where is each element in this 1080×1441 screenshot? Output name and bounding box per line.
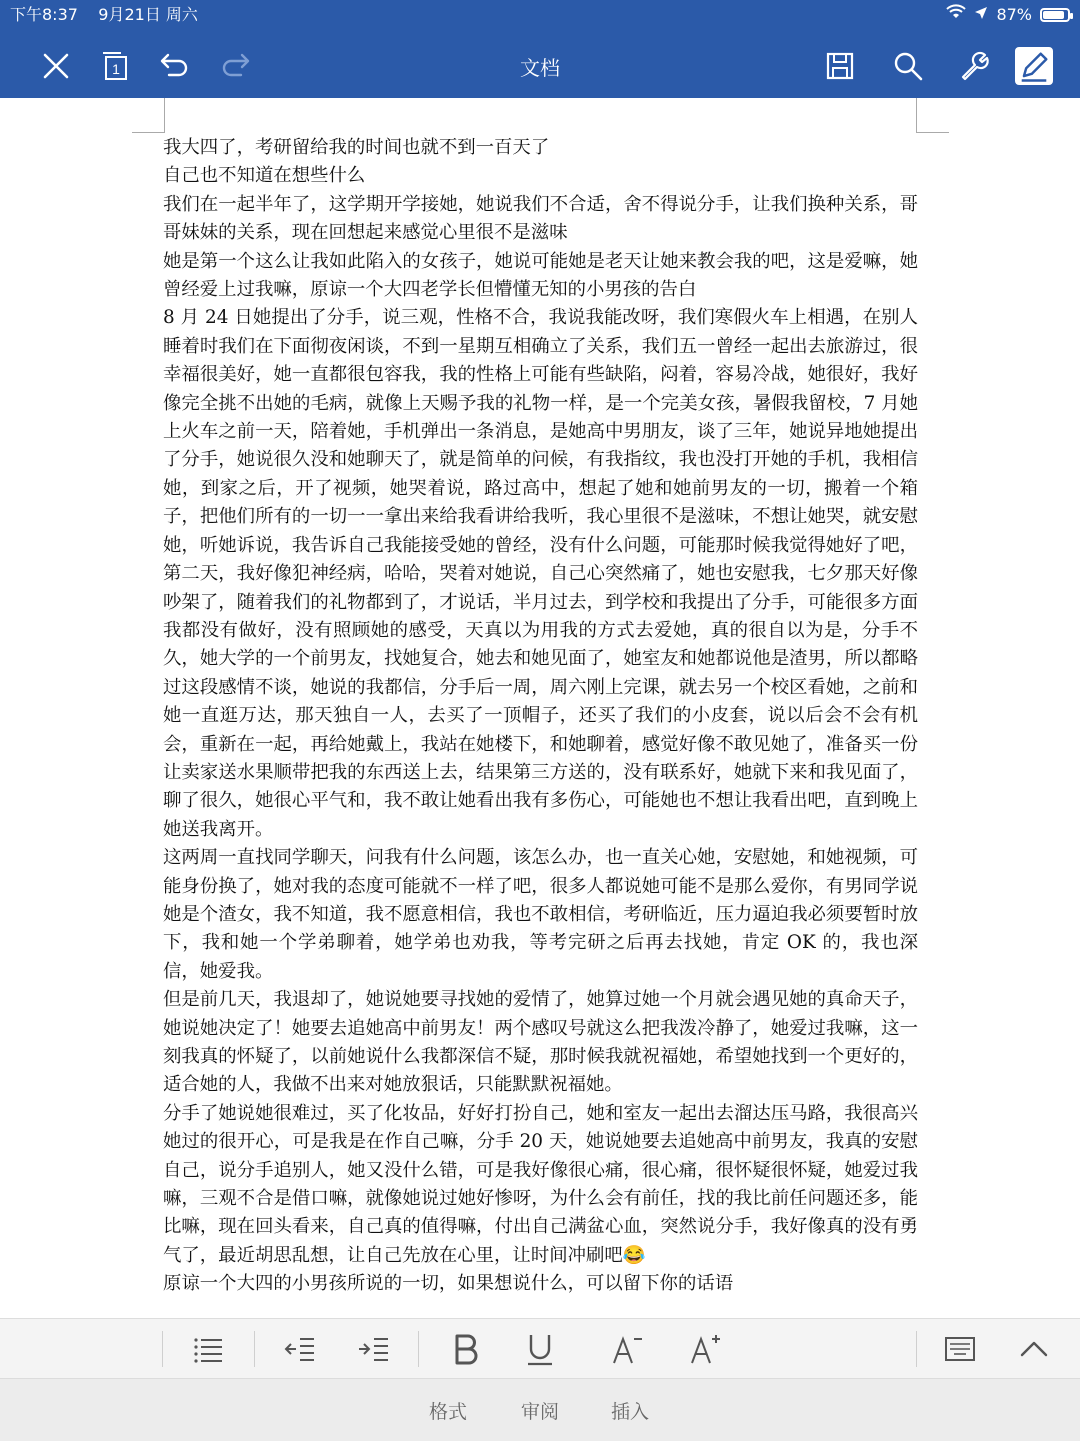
document-title: 文档 — [520, 56, 560, 80]
paragraph-9[interactable]: 原谅一个大四的小男孩所说的一切，如果想说什么，可以留下你的话语 — [163, 1273, 734, 1295]
keyboard-button[interactable] — [932, 1325, 988, 1373]
collapse-toolbar-button[interactable] — [1006, 1325, 1062, 1373]
paragraph-4[interactable]: 她是第一个这么让我如此陷入的女孩子，她说可能她是老天让她来教会我的吧，这是爱嘛，她曾经爱上过我嘛，原谅一个大四老学长但懵懂无知的小男孩的告白 — [163, 250, 918, 301]
edit-button[interactable] — [1010, 42, 1058, 90]
list-button[interactable] — [180, 1325, 236, 1373]
list-icon — [190, 1331, 226, 1367]
wrench-icon — [957, 49, 991, 83]
paragraph-1[interactable]: 我大四了，考研留给我的时间也就不到一百天了 — [163, 137, 550, 158]
paragraph-7[interactable]: 但是前几天，我退却了，她说她要寻找她的爱情了，她算过她一个月就会遇见她的真命天子，她说她决定了！她要去追她高中前男友！两个感叹号就这么把我泼冷静了，她爱过我嘛，这一刻我真的怀疑了，以前她说什么我都深信不疑，那时候我就祝福她，希望她找到一个更好的，适合她的人，我做不出来对她放狠话，只能默默祝福她。 — [163, 989, 918, 1096]
format-toolbar — [0, 1318, 1080, 1379]
battery-icon — [1040, 8, 1070, 22]
page-count-text: 1 — [112, 61, 120, 77]
status-right — [946, 0, 1070, 30]
outdent-button[interactable] — [272, 1325, 328, 1373]
search-button[interactable] — [884, 42, 932, 90]
bold-button[interactable] — [438, 1325, 494, 1373]
outdent-icon — [282, 1331, 318, 1367]
search-icon — [891, 49, 925, 83]
status-time-date — [10, 0, 198, 30]
bold-icon — [448, 1331, 484, 1367]
toolbar-divider — [254, 1331, 255, 1367]
tab-insert[interactable]: 插入 — [610, 1401, 649, 1423]
chevron-up-icon — [1016, 1331, 1052, 1367]
battery-fill — [1043, 11, 1064, 19]
font-increase-button[interactable] — [678, 1325, 734, 1373]
document-body[interactable] — [163, 134, 918, 1299]
keyboard-icon — [942, 1331, 978, 1367]
underline-button[interactable] — [512, 1325, 568, 1373]
app-header — [0, 0, 1080, 98]
margin-corner-top-left — [132, 98, 165, 133]
underline-icon — [522, 1331, 558, 1367]
font-increase-icon — [688, 1331, 724, 1367]
indent-icon — [356, 1331, 392, 1367]
tab-review[interactable]: 审阅 — [520, 1401, 559, 1423]
paragraph-8[interactable]: 分手了她说她很难过，买了化妆品，好好打扮自己，她和室友一起出去溜达压马路，我很高兴她过的很开心，可是我是在作自己嘛，分手 20 天，她说她要去追她高中前男友，我真的安慰自己，说分手追别人，她又没什么错，可是我好像很心痛，很心痛，很怀疑很怀疑，她爱过我嘛，三观不合是借口嘛，就像她说过她好惨呀，为什么会有前任，找的我比前任问题还多，能比嘛，现在回头看来，自己真的值得嘛，付出自己满盆心血，突然说分手，我好像真的没有勇气了，最近胡思乱想，让自己先放在心里，让时间冲刷吧😂 — [163, 1102, 918, 1266]
tools-button[interactable] — [950, 42, 998, 90]
toolbar-divider — [916, 1331, 917, 1367]
indent-button[interactable] — [346, 1325, 402, 1373]
pen-icon — [1015, 47, 1053, 85]
status-time: 下午8:37 — [10, 5, 78, 24]
document-page[interactable] — [0, 98, 1080, 1318]
paragraph-2[interactable]: 自己也不知道在想些什么 — [163, 165, 366, 187]
location-icon — [974, 0, 988, 30]
tab-format[interactable]: 格式 — [428, 1401, 467, 1423]
paragraph-3[interactable]: 我们在一起半年了，这学期开学接她，她说我们不合适，舍不得说分手，让我们换种关系，哥哥妹妹的关系，现在回想起来感觉心里很不是滋味 — [163, 193, 918, 244]
font-decrease-button[interactable] — [600, 1325, 656, 1373]
wifi-icon — [946, 0, 966, 30]
ribbon-tabs — [0, 1378, 1080, 1441]
save-button[interactable] — [816, 42, 864, 90]
document-toolbar — [0, 34, 1080, 98]
edit-button-highlight — [1015, 47, 1053, 85]
status-date: 9月21日 周六 — [98, 5, 198, 24]
toolbar-divider — [162, 1331, 163, 1367]
status-bar — [0, 0, 1080, 30]
battery-percent: 87% — [996, 5, 1032, 24]
paragraph-5[interactable]: 8 月 24 日她提出了分手，说三观，性格不合，我说我能改呀，我们寒假火车上相遇，在别人睡着时我们在下面彻夜闲谈，不到一星期互相确立了关系，我们五一曾经一起出去旅游过，很幸福很美好，她一直都很包容我，我的性格上可能有些缺陷，闷着，容易冷战，她很好，我好像完全挑不出她的毛病，就像上天赐予我的礼物一样，是一个完美女孩，暑假我留校，7 月她上火车之前一天，陪着她，手机弹出一条消息，是她高中男朋友，谈了三年，她说异地她提出了分手，她说很久没和她聊天了，就是简单的问候，有我指纹，我也没打开她的手机，我相信她，到家之后，开了视频，她哭着说，路过高中，想起了她和她前男友的一切，搬着一个箱子，把他们所有的一切一一拿出来给我看讲给我听，我心里很不是滋味，不想让她哭，就安慰她，听她诉说，我告诉自己我能接受她的曾经，没有什么问题，可能那时候我觉得她好了吧，第二天，我好像犯神经病，哈哈，哭着对她说，自己心突然痛了，她也安慰我，七夕那天好像吵架了，随着我们的礼物都到了，才说话，半月过去，到学校和我提出了分手，可能很多方面我都没有做好，没有照顾她的感受，天真以为用我的方式去爱她，真的很自以为是，分手不久，她大学的一个前男友，找她复合，她去和她见面了，她室友和她都说他是渣男，所以都略过这段感情不谈，她说的我都信，分手后一周，周六刚上完课，就去另一个校区看她，之前和她一直逛万达，那天独自一人，去买了一顶帽子，还买了我们的小皮套，说以后会不会有机会，重新在一起，再给她戴上，我站在她楼下，和她聊着，感觉好像不敢见她了，准备买一份让卖家送水果顺带把我的东西送上去，结果第三方送的，没有联系好，她就下来和我见面了，聊了很久，她很心平气和，我不敢让她看出我有多伤心，可能她也不想让我看出吧，直到晚上她送我离开。 — [163, 307, 918, 840]
font-decrease-icon — [610, 1331, 646, 1367]
paragraph-6[interactable]: 这两周一直找同学聊天，问我有什么问题，该怎么办，也一直关心她，安慰她，和她视频，可能身份换了，她对我的态度可能就不一样了吧，很多人都说她可能不是那么爱你，有男同学说她是个渣女，我不知道，我不愿意相信，我也不敢相信，考研临近，压力逼迫我必须要暂时放下，我和她一个学弟聊着，她学弟也劝我，等考完研之后再去找她，肯定 OK 的，我也深信，她爱我。 — [163, 847, 918, 982]
toolbar-divider — [418, 1331, 419, 1367]
save-icon — [823, 49, 857, 83]
margin-corner-top-right — [916, 98, 949, 133]
